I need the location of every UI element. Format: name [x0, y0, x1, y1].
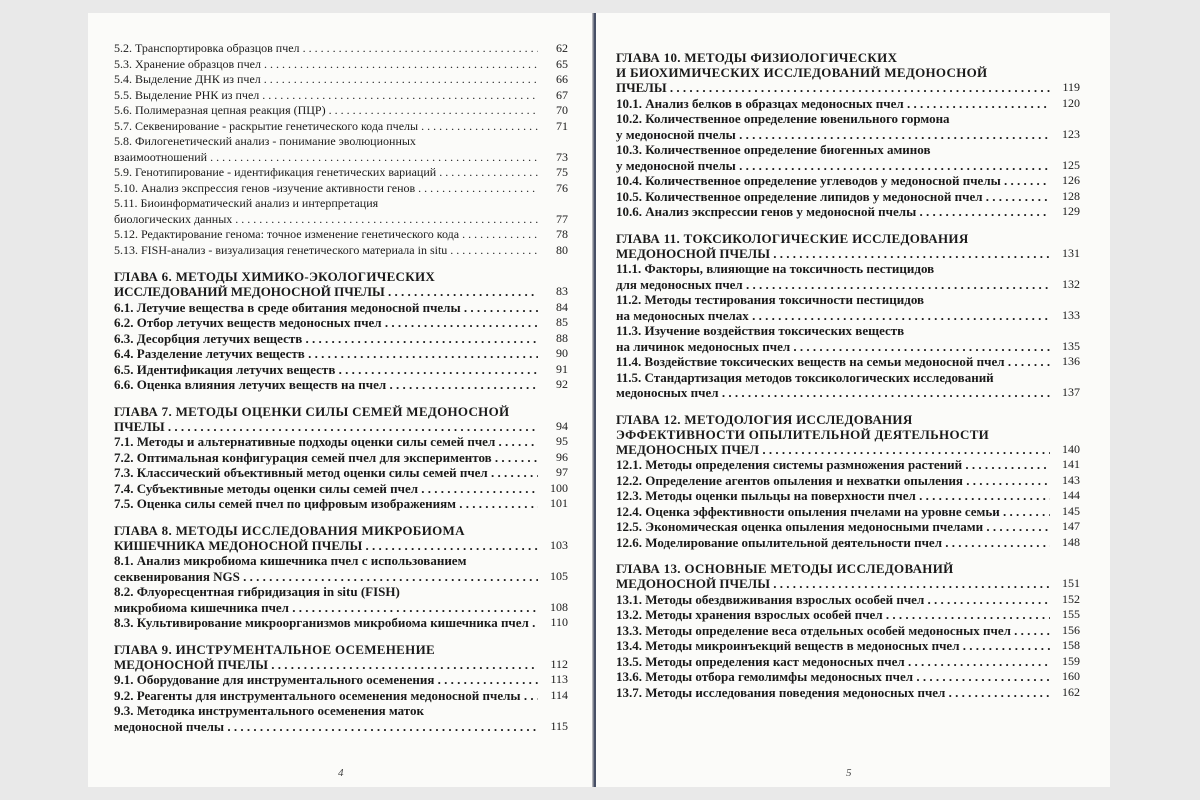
entry-title-line1: 10.3. Количественное определение биогенных аминов — [616, 142, 931, 157]
entry-page-number: 110 — [550, 615, 568, 629]
entry-page-number: 101 — [550, 496, 568, 510]
chapter-page-number: 140 — [1062, 441, 1080, 456]
entry-title — [114, 243, 538, 259]
entry-page-number: 156 — [1062, 622, 1080, 637]
entry-title-text: 5.12. Редактирование генома: точное изменение генетического кода — [114, 227, 460, 241]
entry-page-number: 159 — [1062, 653, 1080, 668]
entry-title — [114, 377, 538, 393]
entry-title-text: 7.2. Оптимальная конфигурация семей пчел для экспериментов — [114, 449, 492, 465]
entry-page-number: 76 — [556, 180, 568, 195]
entry-page-number: 160 — [1062, 669, 1080, 683]
entry-title — [114, 331, 538, 347]
chapter-heading-last: МЕДОНОСНОЙ ПЧЕЛЫ . . . — [616, 576, 1050, 592]
entry-title-text: 9.2. Реагенты для инструментального осеменения медоносной пчелы — [114, 687, 521, 703]
entry-title — [114, 119, 538, 135]
toc-entry — [114, 300, 568, 316]
toc-entry — [114, 196, 568, 227]
entry-page-number: 95 — [556, 434, 568, 448]
entry-page-number: 162 — [1062, 684, 1080, 699]
entry-title — [616, 669, 1050, 685]
entry-title — [616, 204, 1050, 220]
toc-entry — [114, 181, 568, 197]
toc-entry — [114, 377, 568, 393]
toc-entry — [616, 173, 1080, 189]
chapter-heading-row — [616, 246, 1080, 262]
entry-title-text: взаимоотношений — [114, 149, 208, 164]
entry-title — [114, 434, 538, 450]
toc-entry — [114, 481, 568, 497]
entry-title-text: 7.5. Оценка силы семей пчел по цифровым изображениям — [114, 496, 456, 511]
toc-entry — [616, 654, 1080, 670]
entry-title-text: 7.4. Субъективные методы оценки силы семей пчел — [114, 480, 419, 496]
chapter-heading-last: КИШЕЧНИКА МЕДОНОСНОЙ ПЧЕЛЫ . . . — [114, 538, 538, 554]
toc-entry — [114, 243, 568, 259]
entry-title — [616, 173, 1050, 189]
entry-page-number: 132 — [1062, 276, 1080, 291]
entry-page-number: 65 — [556, 56, 568, 71]
entry-title-text: 10.5. Количественное определение липидов у медоносной пчел — [616, 188, 983, 204]
entry-title — [114, 584, 538, 615]
entry-title — [114, 465, 538, 481]
entry-title-line1: 8.2. Флуоресцентная гибридизация in situ (FISH) — [114, 584, 400, 599]
entry-page-number: 77 — [556, 211, 568, 226]
entry-title — [616, 292, 1050, 323]
entry-title-text: медоносных пчел — [616, 385, 719, 400]
entry-title — [114, 496, 538, 512]
toc-entry — [616, 111, 1080, 142]
entry-title — [114, 346, 538, 362]
entry-title — [114, 615, 538, 631]
toc-entry — [114, 134, 568, 165]
entry-title-text: 5.4. Выделение ДНК из пчел — [114, 72, 261, 86]
toc-entry — [616, 685, 1080, 701]
chapter-heading: ГЛАВА 7. МЕТОДЫ ОЦЕНКИ СИЛЫ СЕМЕЙ МЕДОНОСНОЙ — [114, 403, 510, 419]
entry-page-number: 125 — [1062, 157, 1080, 172]
chapter-heading: ГЛАВА 12. МЕТОДОЛОГИЯ ИССЛЕДОВАНИЯ — [616, 411, 913, 427]
entry-page-number: 129 — [1062, 204, 1080, 218]
entry-title — [114, 315, 538, 331]
toc-entry — [114, 41, 568, 57]
entry-title — [616, 473, 1050, 489]
toc-entry — [616, 592, 1080, 608]
chapter-page-number: 131 — [1062, 245, 1080, 260]
entry-title — [616, 111, 1050, 142]
chapter-heading-row — [114, 284, 568, 300]
entry-title — [114, 103, 538, 119]
entry-title — [616, 370, 1050, 401]
entry-title-text: 11.4. Воздействие токсических веществ на семьи медоносной пчел — [616, 354, 1005, 369]
toc-entry — [616, 142, 1080, 173]
chapter-heading-row — [616, 576, 1080, 592]
entry-page-number: 114 — [550, 687, 568, 702]
right-toc — [616, 50, 1080, 700]
entry-title-text: биологических данных — [114, 211, 233, 226]
chapter-block — [616, 50, 1080, 220]
entry-title — [114, 362, 538, 378]
entry-page-number: 71 — [556, 118, 568, 133]
entry-page-number: 133 — [1062, 307, 1080, 322]
entry-title — [616, 504, 1050, 520]
entry-title-line1: 9.3. Методика инструментального осеменения маток — [114, 703, 424, 718]
entry-title — [616, 592, 1050, 608]
toc-entry — [114, 496, 568, 512]
entry-title-text: 13.7. Методы исследования поведения медоносных пчел — [616, 684, 946, 700]
entry-title — [114, 481, 538, 497]
chapter-heading: ГЛАВА 10. МЕТОДЫ ФИЗИОЛОГИЧЕСКИХ — [616, 50, 898, 65]
entry-page-number: 62 — [556, 41, 568, 55]
entry-title-text: 8.3. Культивирование микроорганизмов микробиома кишечника пчел — [114, 615, 529, 630]
toc-entry — [114, 584, 568, 615]
entry-page-number: 66 — [556, 72, 568, 86]
entry-title-text: 6.6. Оценка влияния летучих веществ на пчел — [114, 377, 387, 392]
toc-entry — [114, 672, 568, 688]
entry-title — [616, 638, 1050, 654]
toc-entry — [616, 488, 1080, 504]
entry-title — [114, 165, 538, 181]
chapter-page-number: 83 — [556, 284, 568, 298]
chapter-heading-line2: ЭФФЕКТИВНОСТИ ОПЫЛИТЕЛЬНОЙ ДЕЯТЕЛЬНОСТИ — [616, 426, 990, 442]
chapter-heading-row — [114, 538, 568, 554]
entry-title-text: 5.6. Полимеразная цепная реакция (ПЦР) — [114, 103, 326, 117]
chapter-page-number: 94 — [556, 418, 568, 433]
entry-page-number: 108 — [550, 599, 568, 614]
entry-title — [616, 607, 1050, 623]
entry-title-text: 6.5. Идентификация летучих веществ — [114, 361, 336, 377]
entry-title-text: 13.4. Методы микроинъекций веществ в медоносных пчел — [616, 638, 960, 653]
chapter-page-number: 151 — [1062, 576, 1080, 590]
entry-title-text: 6.4. Разделение летучих веществ — [114, 346, 305, 361]
entry-title — [616, 457, 1050, 473]
entry-title-text: 5.9. Генотипирование - идентификация генетических вариаций — [114, 165, 437, 179]
entry-page-number: 141 — [1062, 457, 1080, 471]
entry-page-number: 92 — [556, 377, 568, 391]
entry-title-text: микробиома кишечника пчел — [114, 599, 289, 615]
toc-entry — [114, 165, 568, 181]
entry-title — [114, 672, 538, 688]
entry-title-text: медоносной пчелы — [114, 718, 225, 734]
entry-title-text: на личинок медоносных пчел — [616, 338, 791, 354]
toc-entry — [114, 688, 568, 704]
entry-title-line1: 11.1. Факторы, влияющие на токсичность пестицидов — [616, 261, 935, 276]
entry-title-text: 12.2. Определение агентов опыления и нехватки опыления — [616, 472, 963, 488]
entry-title-text: 7.3. Классический объективный метод оценки силы семей пчел — [114, 465, 488, 480]
chapter-block — [114, 269, 568, 393]
toc-entry — [114, 227, 568, 243]
chapter-heading: ГЛАВА 8. МЕТОДЫ ИССЛЕДОВАНИЯ МИКРОБИОМА — [114, 522, 465, 538]
toc-entry — [616, 204, 1080, 220]
entry-title-text: 10.4. Количественное определение углеводов у медоносной пчелы — [616, 173, 1001, 188]
entry-page-number: 152 — [1062, 591, 1080, 606]
entry-page-number: 105 — [550, 568, 568, 583]
entry-title-text: 10.6. Анализ экспрессии генов у медоносной пчелы — [616, 204, 917, 219]
toc-entry — [114, 703, 568, 734]
chapter-block — [114, 523, 568, 631]
entry-page-number: 123 — [1062, 126, 1080, 141]
entry-title-text: 13.6. Методы отбора гемолимфы медоносных пчел — [616, 669, 914, 684]
entry-title-line1: 11.5. Стандартизация методов токсикологических исследований — [616, 369, 994, 385]
entry-page-number: 145 — [1062, 503, 1080, 518]
entry-title-text: 5.10. Анализ экспрессия генов -изучение активности генов — [114, 180, 416, 195]
entry-title — [114, 41, 538, 57]
chapter-block — [114, 404, 568, 512]
chapter-heading-line2: И БИОХИМИЧЕСКИХ ИССЛЕДОВАНИЙ МЕДОНОСНОЙ — [616, 65, 988, 80]
entry-page-number: 158 — [1062, 638, 1080, 652]
toc-entry — [616, 261, 1080, 292]
entry-page-number: 135 — [1062, 338, 1080, 353]
entry-page-number: 115 — [550, 718, 568, 733]
entry-title-text: 13.1. Методы обездвиживания взрослых особей пчел — [616, 591, 925, 607]
entry-title — [616, 623, 1050, 639]
chapter-heading: ГЛАВА 11. ТОКСИКОЛОГИЧЕСКИЕ ИССЛЕДОВАНИЯ — [616, 230, 969, 246]
entry-title — [616, 323, 1050, 354]
toc-entry — [616, 535, 1080, 551]
entry-title — [114, 688, 538, 704]
entry-title-text: 5.3. Хранение образцов пчел — [114, 56, 261, 71]
toc-entry — [114, 88, 568, 104]
toc-entry — [114, 615, 568, 631]
entry-title-text: у медоносной пчелы — [616, 126, 736, 142]
right-page — [596, 13, 1110, 787]
chapter-heading-row — [616, 80, 1080, 96]
toc-entry — [114, 119, 568, 135]
toc-entry — [616, 370, 1080, 401]
entry-title-text: 12.6. Моделирование опылительной деятельности пчел — [616, 534, 942, 550]
entry-title-line1: 5.8. Филогенетический анализ - понимание эволюционных — [114, 134, 416, 148]
entry-title — [114, 450, 538, 466]
entry-page-number: 147 — [1062, 519, 1080, 533]
entry-page-number: 84 — [556, 299, 568, 314]
toc-entry — [616, 623, 1080, 639]
toc-entry — [114, 72, 568, 88]
entry-title — [114, 553, 538, 584]
toc-entry — [616, 638, 1080, 654]
toc-entry — [114, 103, 568, 119]
toc-entry — [616, 354, 1080, 370]
toc-entry — [114, 450, 568, 466]
entry-title — [616, 142, 1050, 173]
entry-title-text: 12.3. Методы оценки пыльцы на поверхности пчел — [616, 488, 916, 503]
entry-title-text: 13.3. Методы определение веса отдельных особей медоносных пчел — [616, 622, 1011, 638]
entry-title — [616, 519, 1050, 535]
entry-page-number: 75 — [556, 165, 568, 179]
toc-entry — [114, 465, 568, 481]
entry-title-text: 6.3. Десорбция летучих веществ — [114, 330, 303, 346]
entry-title-text: 5.13. FISH-анализ - визуализация генетического материала in situ — [114, 242, 448, 257]
toc-entry — [114, 362, 568, 378]
entry-title-text: 5.2. Транспортировка образцов пчел — [114, 41, 300, 55]
entry-page-number: 85 — [556, 315, 568, 329]
entry-page-number: 73 — [556, 149, 568, 164]
entry-title-text: 13.5. Методы определения каст медоносных пчел — [616, 653, 905, 669]
entry-title — [616, 96, 1050, 112]
entry-page-number: 128 — [1062, 188, 1080, 203]
entry-title-text: 6.2. Отбор летучих веществ медоносных пчел — [114, 315, 382, 330]
entry-title-text: 5.5. Выделение РНК из пчел — [114, 87, 260, 102]
chapter-heading: ГЛАВА 6. МЕТОДЫ ХИМИКО-ЭКОЛОГИЧЕСКИХ — [114, 269, 436, 284]
entry-title-text: у медоносной пчелы — [616, 157, 736, 173]
entry-title — [114, 196, 538, 227]
entry-title-text: 13.2. Методы хранения взрослых особей пчел — [616, 607, 883, 622]
entry-title-line1: 10.2. Количественное определение ювенильного гормона — [616, 111, 950, 126]
chapter-heading: ГЛАВА 9. ИНСТРУМЕНТАЛЬНОЕ ОСЕМЕНЕНИЕ — [114, 641, 435, 657]
toc-entry — [616, 189, 1080, 205]
entry-title-text: 9.1. Оборудование для инструментального осеменения — [114, 672, 435, 687]
entry-title — [616, 354, 1050, 370]
entry-title — [616, 535, 1050, 551]
toc-entry — [114, 553, 568, 584]
entry-title — [114, 703, 538, 734]
entry-title-text: 12.1. Методы определения системы размножения растений — [616, 457, 963, 472]
entry-page-number: 100 — [550, 480, 568, 495]
left-page — [88, 13, 594, 787]
entry-page-number: 90 — [556, 346, 568, 360]
entry-title — [616, 189, 1050, 205]
chapter-heading-last: МЕДОНОСНЫХ ПЧЕЛ . . . — [616, 442, 1050, 458]
chapter-block — [616, 231, 1080, 401]
entry-title-line1: 5.11. Биоинформатический анализ и интерпретация — [114, 196, 379, 210]
entry-title — [114, 72, 538, 88]
toc-entry — [114, 434, 568, 450]
toc-entry — [616, 473, 1080, 489]
toc-entry — [114, 315, 568, 331]
entry-page-number: 144 — [1062, 488, 1080, 502]
entry-title — [114, 227, 538, 243]
entry-page-number: 96 — [556, 449, 568, 464]
toc-entry — [616, 519, 1080, 535]
entry-title — [616, 261, 1050, 292]
toc-entry — [114, 57, 568, 73]
entry-page-number: 78 — [556, 227, 568, 241]
toc-entry — [616, 457, 1080, 473]
entry-title — [114, 88, 538, 104]
entry-title-text: секвенирования NGS — [114, 568, 240, 584]
entry-page-number: 91 — [556, 361, 568, 376]
entry-page-number: 155 — [1062, 607, 1080, 621]
chapter-page-number: 119 — [1062, 80, 1080, 94]
chapter-heading-row — [616, 442, 1080, 458]
entry-title-text: 12.5. Экономическая оценка опыления медоносными пчелами — [616, 519, 984, 534]
toc-entry — [114, 331, 568, 347]
entry-title-line1: 8.1. Анализ микробиома кишечника пчел с использованием — [114, 553, 467, 568]
chapter-page-number: 103 — [550, 537, 568, 552]
entry-title-text: 10.1. Анализ белков в образцах медоносных пчел — [616, 95, 904, 111]
chapter-heading-last: МЕДОНОСНОЙ ПЧЕЛЫ . . . — [114, 657, 538, 673]
entry-title — [114, 134, 538, 165]
entry-title-line1: 11.3. Изучение воздействия токсических веществ — [616, 323, 905, 338]
entry-page-number: 148 — [1062, 534, 1080, 549]
entry-title-text: 7.1. Методы и альтернативные подходы оценки силы семей пчел — [114, 434, 496, 449]
entry-title — [114, 300, 538, 316]
chapter-heading-row — [114, 657, 568, 673]
toc-entry — [616, 292, 1080, 323]
toc-entry — [616, 669, 1080, 685]
entry-title-text: 5.7. Секвенирование - раскрытие генетического кода пчелы — [114, 118, 419, 133]
entry-page-number: 120 — [1062, 95, 1080, 110]
entry-title-text: 6.1. Летучие вещества в среде обитания медоносной пчелы — [114, 299, 461, 315]
chapter-block — [616, 412, 1080, 551]
chapter-heading-last: ПЧЕЛЫ . . . — [616, 80, 1050, 96]
entry-title-text: для медоносных пчел — [616, 276, 743, 292]
entry-page-number: 70 — [556, 103, 568, 117]
entry-title — [616, 488, 1050, 504]
entry-page-number: 80 — [556, 242, 568, 257]
entry-page-number: 113 — [550, 672, 568, 686]
entry-title — [114, 57, 538, 73]
chapter-heading-last: МЕДОНОСНОЙ ПЧЕЛЫ . . . — [616, 246, 1050, 262]
entry-title — [616, 685, 1050, 701]
toc-entry — [616, 323, 1080, 354]
entry-page-number: 88 — [556, 330, 568, 345]
toc-entry — [616, 607, 1080, 623]
page-number-right: 5 — [846, 767, 852, 779]
entry-title-text: 12.4. Оценка эффективности опыления пчелами на уровне семьи — [616, 503, 1000, 519]
entry-page-number: 97 — [556, 465, 568, 479]
chapter-block — [616, 561, 1080, 700]
chapter-heading: ГЛАВА 13. ОСНОВНЫЕ МЕТОДЫ ИССЛЕДОВАНИЙ — [616, 561, 954, 576]
chapter-page-number: 112 — [550, 656, 568, 671]
entry-title-text: на медоносных пчелах — [616, 307, 749, 323]
entry-page-number: 143 — [1062, 472, 1080, 487]
left-toc — [114, 41, 568, 734]
toc-entry — [616, 96, 1080, 112]
chapter-heading-row — [114, 419, 568, 435]
entry-page-number: 137 — [1062, 385, 1080, 399]
entry-title — [616, 654, 1050, 670]
chapter-heading-last: ПЧЕЛЫ . . . — [114, 419, 538, 435]
entry-page-number: 126 — [1062, 173, 1080, 187]
toc-entry — [616, 504, 1080, 520]
entry-title — [114, 181, 538, 197]
entry-page-number: 136 — [1062, 354, 1080, 368]
page-number-left: 4 — [338, 767, 344, 779]
entry-title-line1: 11.2. Методы тестирования токсичности пестицидов — [616, 292, 925, 307]
entry-page-number: 67 — [556, 87, 568, 102]
chapter-heading-last: ИССЛЕДОВАНИЙ МЕДОНОСНОЙ ПЧЕЛЫ . . . — [114, 284, 538, 300]
chapter-block — [114, 642, 568, 735]
toc-entry — [114, 346, 568, 362]
